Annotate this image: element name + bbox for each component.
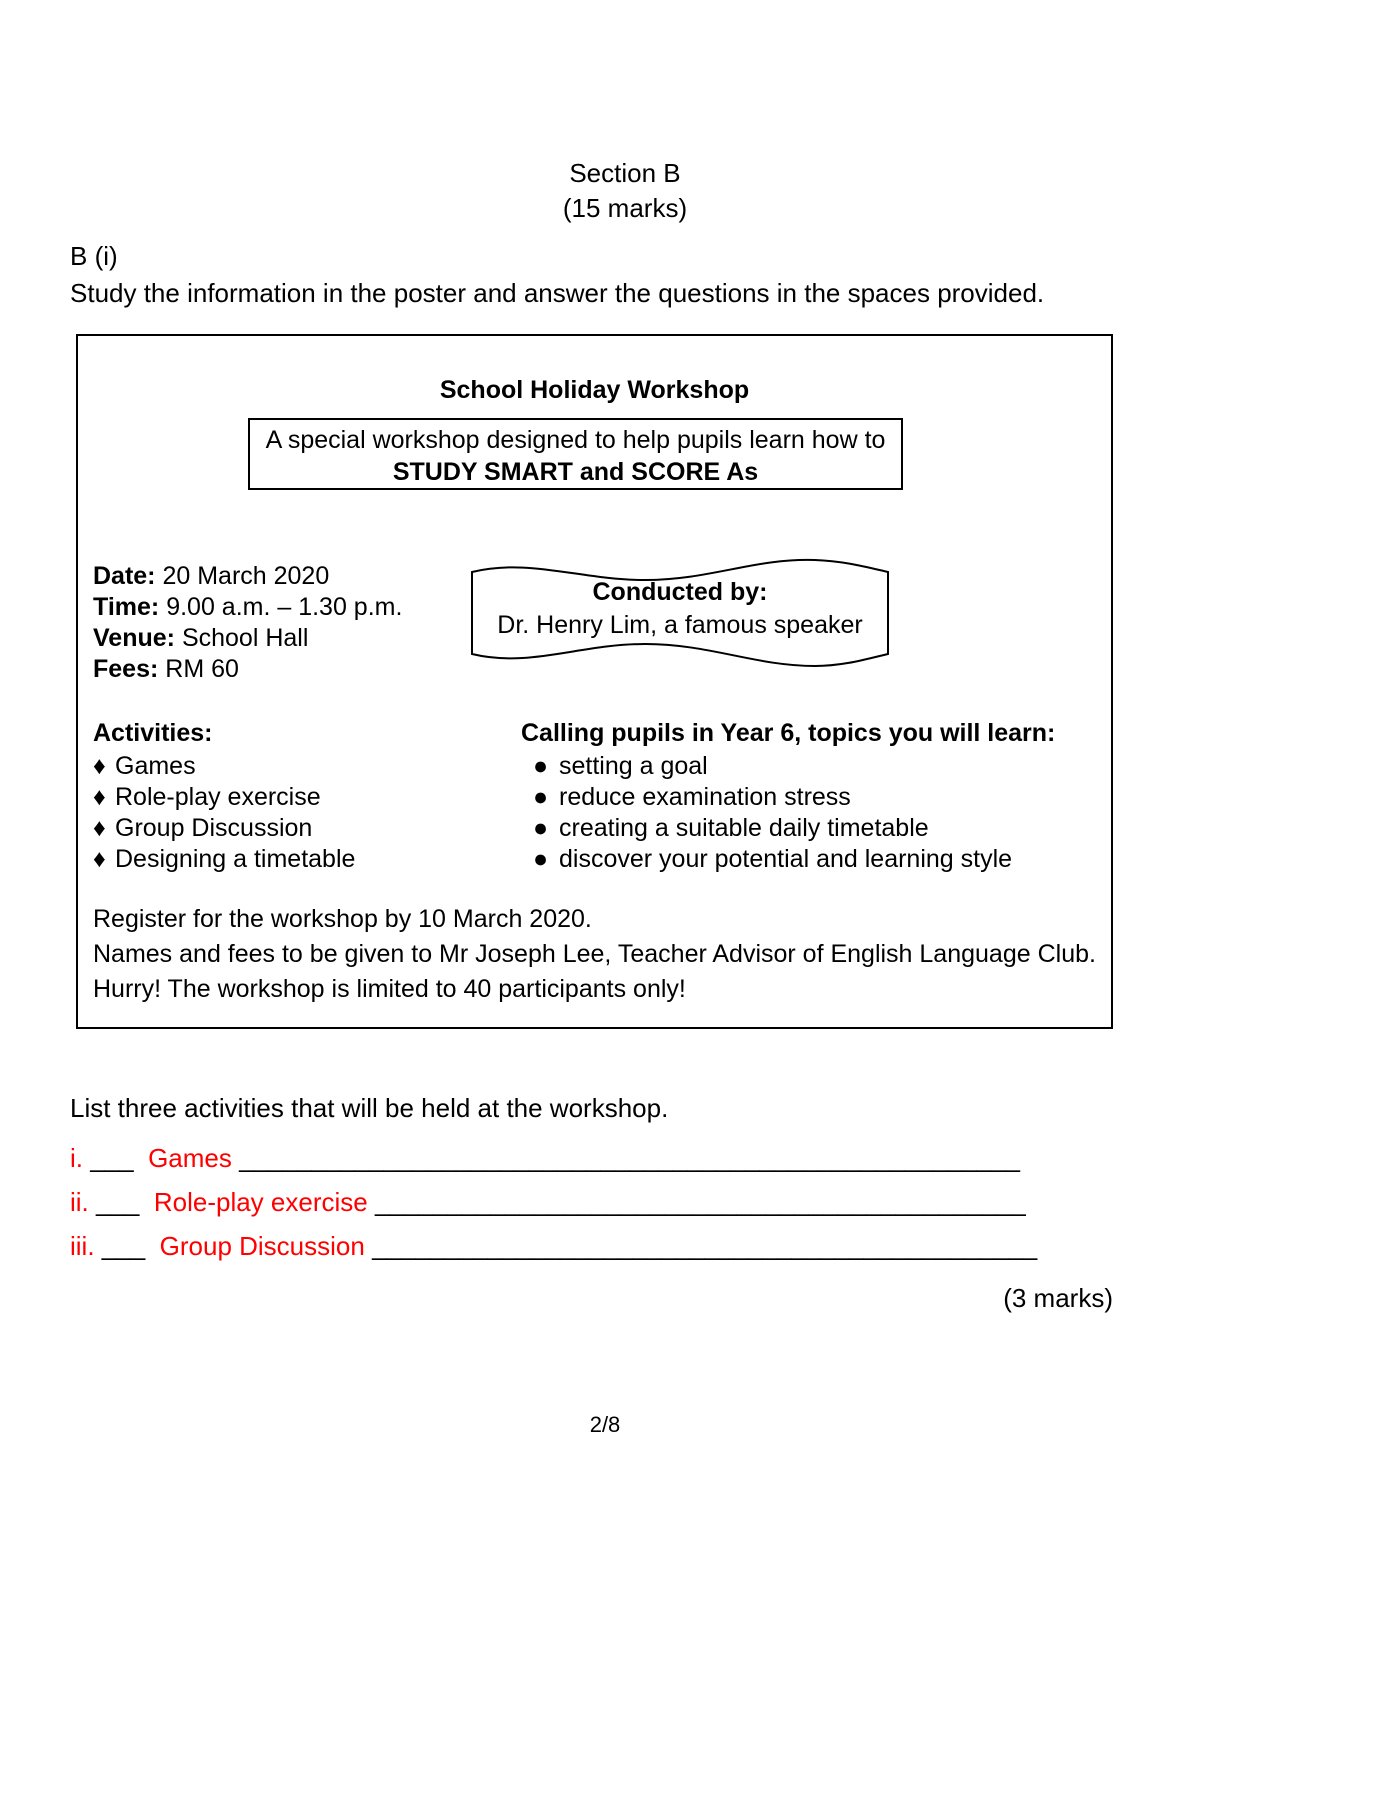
answer-row[interactable] — [70, 1231, 1130, 1275]
answer-rule: _____________________________________________ — [374, 1187, 1026, 1217]
poster-frame — [76, 334, 1113, 1029]
activities-heading: Activities: — [93, 719, 213, 747]
activity-item — [93, 782, 513, 813]
round-bullet-icon: ● — [533, 845, 549, 873]
diamond-bullet-icon: ♦ — [93, 783, 106, 811]
registration-info — [93, 902, 1096, 1007]
answer-number: i. — [70, 1143, 83, 1173]
diamond-bullet-icon: ♦ — [93, 845, 106, 873]
conducted-by-speaker: Dr. Henry Lim, a famous speaker — [497, 611, 863, 639]
round-bullet-icon: ● — [533, 814, 549, 842]
answer-row[interactable] — [70, 1187, 1130, 1231]
conducted-by-text — [470, 576, 890, 642]
round-bullet-icon: ● — [533, 752, 549, 780]
round-bullet-icon: ● — [533, 783, 549, 811]
topic-label: discover your potential and learning style — [559, 845, 1013, 873]
topic-label: creating a suitable daily timetable — [559, 814, 929, 842]
activity-item — [93, 813, 513, 844]
instruction-text: Study the information in the poster and answer the questions in the spaces provided. — [70, 278, 1045, 308]
answer-number: ii. — [70, 1187, 89, 1217]
detail-value-venue: School Hall — [181, 624, 309, 652]
topic-item — [521, 782, 1101, 813]
section-title: Section B — [569, 158, 681, 188]
activity-label: Role-play exercise — [115, 783, 321, 811]
activity-label: Designing a timetable — [115, 845, 356, 873]
topic-item — [521, 751, 1101, 782]
detail-row-fees — [93, 654, 402, 685]
topics-heading: Calling pupils in Year 6, topics you will learn: — [521, 719, 1056, 747]
answer-text: Games — [148, 1143, 232, 1173]
answer-row[interactable] — [70, 1143, 1130, 1187]
detail-label-venue: Venue: — [93, 624, 175, 652]
answer-text: Role-play exercise — [153, 1187, 368, 1217]
activity-label: Games — [115, 752, 196, 780]
poster-title: School Holiday Workshop — [439, 376, 750, 404]
conducted-by-heading: Conducted by: — [592, 578, 768, 606]
answer-list — [70, 1143, 1130, 1275]
detail-row-venue — [93, 623, 402, 654]
detail-label-date: Date: — [93, 562, 156, 590]
detail-value-fees: RM 60 — [165, 655, 239, 683]
part-label: B (i) — [70, 241, 118, 271]
tagline-line-2: STUDY SMART and SCORE As — [392, 458, 759, 486]
poster-tagline-box — [248, 418, 903, 490]
detail-label-fees: Fees: — [93, 655, 159, 683]
section-heading — [0, 156, 1250, 226]
answer-text: Group Discussion — [159, 1231, 365, 1261]
answer-rule: ______________________________________________ — [372, 1231, 1038, 1261]
topic-label: setting a goal — [559, 752, 708, 780]
detail-value-time: 9.00 a.m. – 1.30 p.m. — [166, 593, 403, 621]
answer-lead-rule: ___ — [101, 1231, 146, 1261]
section-marks: (15 marks) — [562, 193, 688, 223]
topics-column — [521, 718, 1101, 875]
detail-label-time: Time: — [93, 593, 160, 621]
poster-details — [93, 561, 402, 685]
answer-rule: ______________________________________________________ — [239, 1143, 1020, 1173]
topic-item — [521, 844, 1101, 875]
diamond-bullet-icon: ♦ — [93, 814, 106, 842]
detail-row-date — [93, 561, 402, 592]
answer-lead-rule: ___ — [96, 1187, 140, 1217]
activity-item — [93, 844, 513, 875]
register-line: Hurry! The workshop is limited to 40 participants only! — [93, 975, 686, 1003]
topic-item — [521, 813, 1101, 844]
question-prompt: List three activities that will be held at the workshop. — [70, 1093, 669, 1123]
detail-row-time — [93, 592, 402, 623]
topic-label: reduce examination stress — [559, 783, 851, 811]
detail-value-date: 20 March 2020 — [162, 562, 330, 590]
intro-block — [70, 238, 1044, 312]
diamond-bullet-icon: ♦ — [93, 752, 106, 780]
activity-label: Group Discussion — [115, 814, 313, 842]
register-line: Names and fees to be given to Mr Joseph Lee, Teacher Advisor of English Language Club. — [93, 940, 1096, 968]
conducted-by-callout — [470, 558, 890, 668]
page-footer: 2/8 — [589, 1412, 621, 1437]
activities-column — [93, 718, 513, 875]
tagline-line-1: A special workshop designed to help pupils learn how to — [265, 426, 886, 454]
activity-item — [93, 751, 513, 782]
register-line: Register for the workshop by 10 March 2020. — [93, 905, 592, 933]
question-marks: (3 marks) — [1003, 1283, 1113, 1313]
answer-lead-rule: ___ — [90, 1143, 134, 1173]
answer-number: iii. — [70, 1231, 95, 1261]
